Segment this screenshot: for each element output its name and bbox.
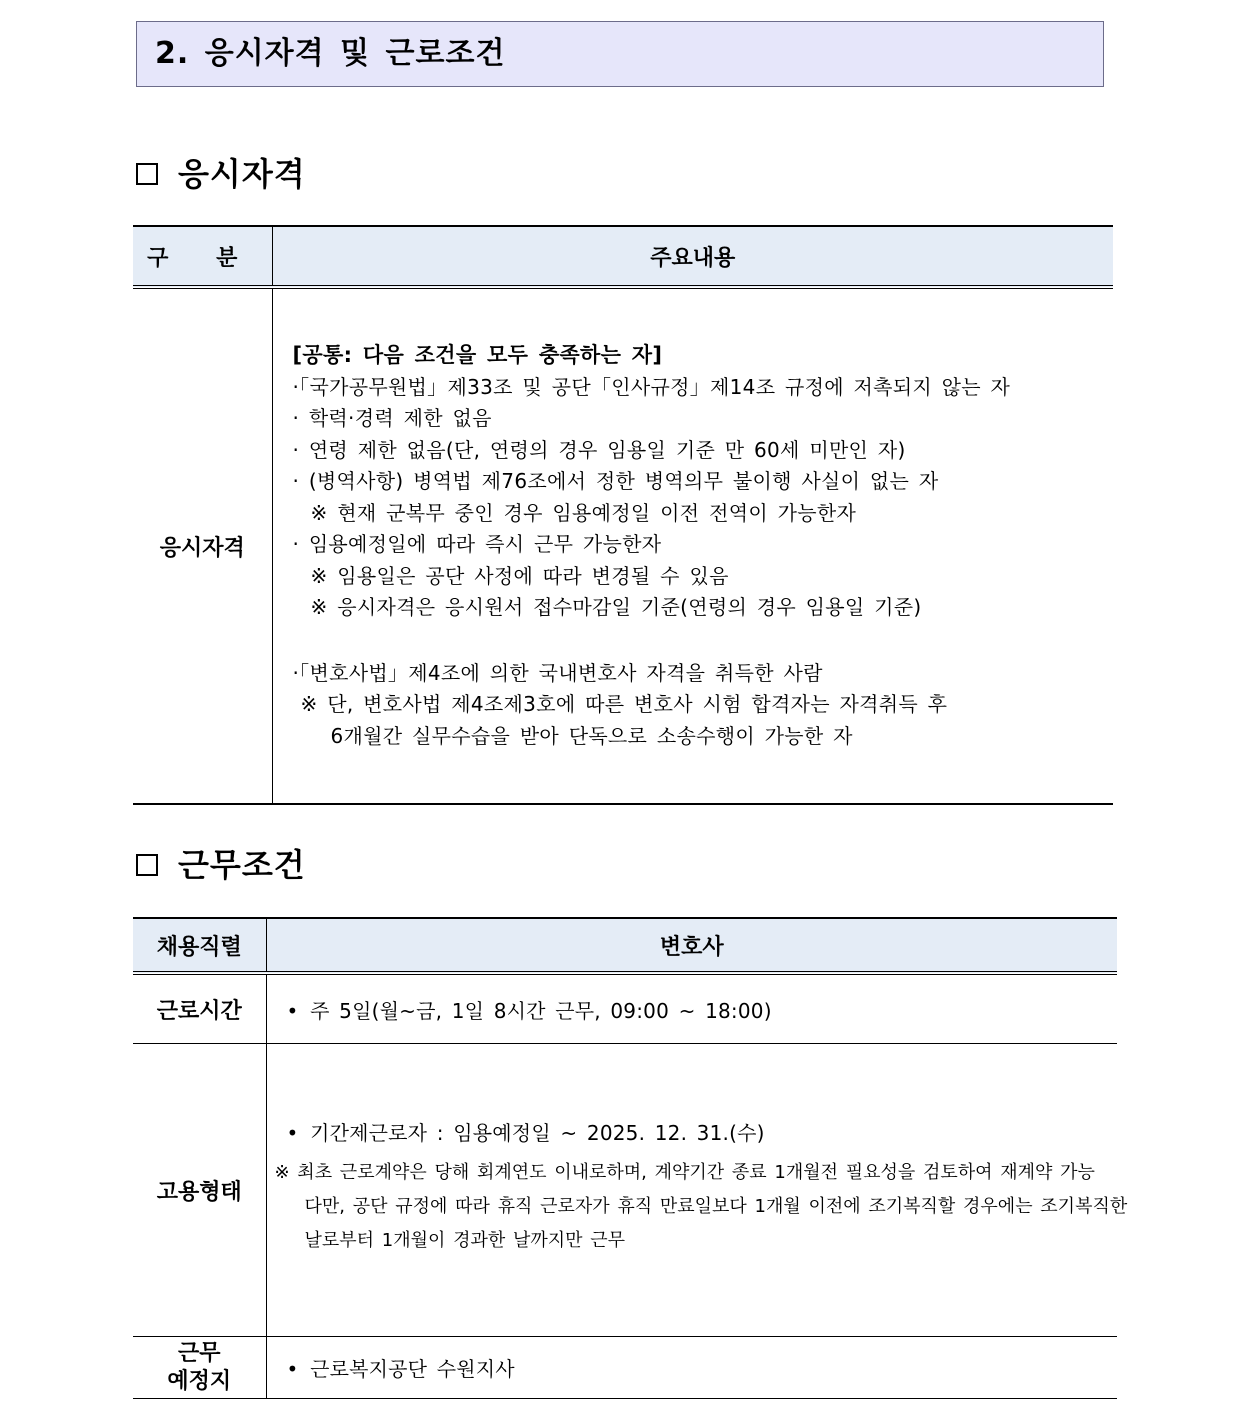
header-main-content: 주요내용 [272,226,1113,287]
common-title: [공통: 다음 조건을 모두 충족하는 자] [292,343,663,367]
note-line: 다만, 공단 규정에 따라 휴직 근로자가 휴직 만료일보다 1개월 이전에 조기복직할 경우에는 조기복직한 [304,1195,1128,1217]
work-location-item [267,1353,1118,1382]
qualification-row-label: 응시자격 [133,287,272,804]
header-category: 구 분 [133,226,272,287]
employment-type-row [133,1044,1117,1337]
qualification-content [273,340,1114,752]
working-hours-row [133,973,1117,1044]
list-item: ·「변호사법」제4조에 의한 국내변호사 자격을 취득한 사람 [292,660,823,685]
working-hours-item [267,995,1118,1024]
header-job-series: 채용직렬 [133,918,266,973]
work-location-row [133,1337,1117,1399]
employment-type-label: 고용형태 [133,1044,266,1337]
work-location-label-line1: 근무 [177,1340,221,1366]
qualification-table-header [133,226,1113,287]
list-item: · 임용예정일에 따라 즉시 근무 가능한자 [292,532,662,556]
conditions-heading [136,843,306,887]
bullet-icon: • [286,1357,299,1381]
section-title: 2. 응시자격 및 근로조건 [136,21,1104,87]
qualification-row [133,287,1113,804]
conditions-table-header [133,918,1117,973]
bullet-icon: • [286,1120,299,1145]
list-note: ※ 응시자격은 응시원서 접수마감일 기준(연령의 경우 임용일 기준) [310,595,922,619]
work-location-cell [266,1337,1117,1399]
qualification-heading [136,152,306,196]
bullet-icon: • [286,998,299,1023]
work-location-label [133,1337,266,1399]
list-item: · 연령 제한 없음(단, 연령의 경우 임용일 기준 만 60세 미만인 자) [292,437,906,462]
checkbox-square-icon [136,854,158,876]
qualification-table [133,225,1113,805]
employment-type-cell [266,1044,1128,1337]
employment-type-note [267,1156,1128,1258]
qualification-content-cell [272,287,1113,804]
list-note: ※ 현재 군복무 중인 경우 임용예정일 이전 전역이 가능한자 [310,500,857,525]
note-line: ※ 최초 근로계약은 당해 회계연도 이내로하며, 계약기간 종료 1개월전 필요성을 검토하여 재계약 가능 [274,1161,1095,1183]
working-hours-value: 주 5일(월~금, 1일 8시간 근무, 09:00 ~ 18:00) [310,998,772,1023]
note-line: 날로부터 1개월이 경과한 날까지만 근무 [304,1229,626,1251]
list-note: ※ 단, 변호사법 제4조제3호에 따른 변호사 시험 합격자는 자격취득 후 [300,692,948,716]
list-item: · (병역사항) 병역법 제76조에서 정한 병역의무 불이행 사실이 없는 자 [292,469,939,493]
qualification-heading-text: 응시자격 [178,155,306,193]
spacer [293,624,1114,658]
conditions-heading-text: 근무조건 [178,846,306,884]
employment-type-item [267,1117,1118,1146]
working-hours-label: 근로시간 [133,973,266,1044]
conditions-table [133,917,1128,1399]
list-item: · 학력·경력 제한 없음 [292,406,492,430]
list-note-continued: 6개월간 실무수습을 받아 단독으로 소송수행이 가능한 자 [330,723,853,748]
header-job-series-value: 변호사 [266,918,1117,973]
work-location-label-line2: 예정지 [167,1368,232,1394]
list-item: ·「국가공무원법」제33조 및 공단「인사규정」제14조 규정에 저촉되지 않는 자 [292,374,1011,399]
list-note: ※ 임용일은 공단 사정에 따라 변경될 수 있음 [310,563,729,588]
checkbox-square-icon [136,163,158,185]
work-location-value: 근로복지공단 수원지사 [310,1357,515,1381]
working-hours-cell [266,973,1117,1044]
employment-type-value: 기간제근로자 : 임용예정일 ~ 2025. 12. 31.(수) [310,1120,765,1145]
